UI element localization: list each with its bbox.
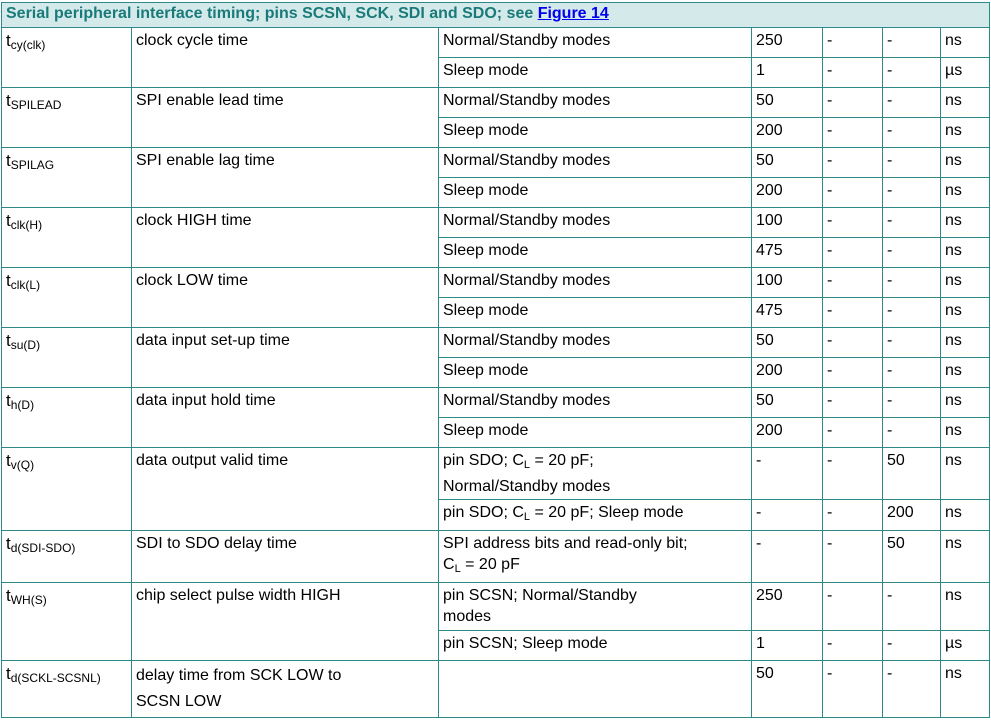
- param-condition: Normal/Standby modes: [439, 88, 752, 118]
- param-min: 100: [752, 208, 823, 238]
- param-condition: pin SCSN; Normal/Standby modes: [439, 583, 752, 631]
- param-symbol: $t_{cy(clk)}$: [2, 28, 132, 88]
- param-max: -: [883, 268, 941, 298]
- param-symbol: $t_{v(Q)}$: [2, 448, 132, 531]
- param-description: data input hold time: [132, 388, 439, 448]
- param-min: 50: [752, 88, 823, 118]
- param-max: 50: [883, 531, 941, 583]
- param-max: -: [883, 298, 941, 328]
- param-symbol: $t_{su(D)}$: [2, 328, 132, 388]
- param-min: 100: [752, 268, 823, 298]
- param-condition: pin SDO; $C_L = 20$ pF; Sleep mode: [439, 500, 752, 531]
- table-row: [2, 328, 990, 358]
- param-max: 50: [883, 448, 941, 500]
- table-row: [2, 531, 990, 583]
- param-unit: ns: [941, 208, 990, 238]
- param-unit: ns: [941, 118, 990, 148]
- param-description: chip select pulse width HIGH: [132, 583, 439, 661]
- param-description: clock cycle time: [132, 28, 439, 88]
- table-row: [2, 148, 990, 178]
- param-symbol: $t_{clk(L)}$: [2, 268, 132, 328]
- param-description: data input set-up time: [132, 328, 439, 388]
- param-max: -: [883, 583, 941, 631]
- param-max: -: [883, 328, 941, 358]
- param-condition: Sleep mode: [439, 418, 752, 448]
- param-symbol: $t_{d(SCKL-SCSNL)}$: [2, 661, 132, 718]
- param-unit: ns: [941, 418, 990, 448]
- param-max: -: [883, 388, 941, 418]
- param-condition: Normal/Standby modes: [439, 208, 752, 238]
- param-condition: Sleep mode: [439, 238, 752, 268]
- param-max: -: [883, 148, 941, 178]
- param-condition: Normal/Standby modes: [439, 148, 752, 178]
- param-max: -: [883, 88, 941, 118]
- param-typ: -: [823, 328, 883, 358]
- param-max: -: [883, 28, 941, 58]
- param-typ: -: [823, 298, 883, 328]
- param-max: -: [883, 631, 941, 661]
- param-condition: [439, 661, 752, 718]
- param-symbol: $t_{SPILAG}$: [2, 148, 132, 208]
- param-condition: Normal/Standby modes: [439, 328, 752, 358]
- param-max: -: [883, 661, 941, 718]
- param-description: SPI enable lead time: [132, 88, 439, 148]
- param-typ: -: [823, 631, 883, 661]
- param-unit: ns: [941, 178, 990, 208]
- table-row: [2, 208, 990, 238]
- param-description: clock LOW time: [132, 268, 439, 328]
- param-description: clock HIGH time: [132, 208, 439, 268]
- param-description: data output valid time: [132, 448, 439, 531]
- param-typ: -: [823, 178, 883, 208]
- param-unit: ns: [941, 148, 990, 178]
- param-condition: Sleep mode: [439, 118, 752, 148]
- spi-timing-table: [1, 2, 990, 718]
- param-typ: -: [823, 358, 883, 388]
- param-condition: Normal/Standby modes: [439, 388, 752, 418]
- param-typ: -: [823, 58, 883, 88]
- param-unit: ns: [941, 268, 990, 298]
- param-typ: -: [823, 148, 883, 178]
- param-min: 200: [752, 118, 823, 148]
- param-condition: Normal/Standby modes: [439, 28, 752, 58]
- table-row: [2, 268, 990, 298]
- param-condition: Sleep mode: [439, 298, 752, 328]
- param-min: 200: [752, 358, 823, 388]
- param-max: 200: [883, 500, 941, 531]
- param-typ: -: [823, 418, 883, 448]
- table-row: [2, 583, 990, 631]
- section-title: Serial peripheral interface timing; pins SCSN, SCK, SDI and SDO; see: [6, 5, 538, 22]
- param-unit: ns: [941, 358, 990, 388]
- param-unit: ns: [941, 388, 990, 418]
- param-typ: -: [823, 661, 883, 718]
- table-row: [2, 28, 990, 58]
- param-max: -: [883, 208, 941, 238]
- param-typ: -: [823, 268, 883, 298]
- param-max: -: [883, 358, 941, 388]
- param-max: -: [883, 58, 941, 88]
- param-symbol: $t_{h(D)}$: [2, 388, 132, 448]
- param-unit: ns: [941, 531, 990, 583]
- param-description: SPI enable lag time: [132, 148, 439, 208]
- param-typ: -: [823, 388, 883, 418]
- param-typ: -: [823, 238, 883, 268]
- param-min: 50: [752, 328, 823, 358]
- param-min: 50: [752, 661, 823, 718]
- param-min: -: [752, 500, 823, 531]
- param-min: 200: [752, 418, 823, 448]
- param-min: -: [752, 448, 823, 500]
- param-condition: Sleep mode: [439, 178, 752, 208]
- param-unit: ns: [941, 328, 990, 358]
- param-typ: -: [823, 88, 883, 118]
- param-typ: -: [823, 208, 883, 238]
- param-unit: ns: [941, 583, 990, 631]
- param-unit: ns: [941, 28, 990, 58]
- param-min: 250: [752, 583, 823, 631]
- param-max: -: [883, 238, 941, 268]
- figure-14-link[interactable]: Figure 14: [537, 5, 609, 22]
- param-symbol: $t_{SPILEAD}$: [2, 88, 132, 148]
- param-typ: -: [823, 583, 883, 631]
- param-symbol: $t_{clk(H)}$: [2, 208, 132, 268]
- param-symbol: $t_{d(SDI-SDO)}$: [2, 531, 132, 583]
- param-description: SDI to SDO delay time: [132, 531, 439, 583]
- param-typ: -: [823, 448, 883, 500]
- param-condition: Sleep mode: [439, 58, 752, 88]
- table-row: [2, 388, 990, 418]
- param-min: -: [752, 531, 823, 583]
- param-min: 200: [752, 178, 823, 208]
- param-min: 1: [752, 58, 823, 88]
- param-unit: ns: [941, 88, 990, 118]
- param-unit: ns: [941, 500, 990, 531]
- param-max: -: [883, 418, 941, 448]
- param-min: 475: [752, 298, 823, 328]
- param-unit: µs: [941, 631, 990, 661]
- param-unit: µs: [941, 58, 990, 88]
- param-typ: -: [823, 118, 883, 148]
- param-condition: pin SCSN; Sleep mode: [439, 631, 752, 661]
- param-unit: ns: [941, 298, 990, 328]
- param-min: 1: [752, 631, 823, 661]
- param-condition: pin SDO; $C_L = 20$ pF; Normal/Standby modes: [439, 448, 752, 500]
- param-typ: -: [823, 531, 883, 583]
- table-row: [2, 661, 990, 718]
- param-typ: -: [823, 500, 883, 531]
- param-min: 475: [752, 238, 823, 268]
- param-symbol: $t_{WH(S)}$: [2, 583, 132, 661]
- param-condition: SPI address bits and read-only bit; $C_L = 20$ pF: [439, 531, 752, 583]
- param-unit: ns: [941, 661, 990, 718]
- table-row: [2, 448, 990, 500]
- param-condition: Sleep mode: [439, 358, 752, 388]
- table-section-header: [2, 3, 990, 28]
- param-min: 250: [752, 28, 823, 58]
- param-min: 50: [752, 148, 823, 178]
- param-unit: ns: [941, 238, 990, 268]
- table-row: [2, 88, 990, 118]
- param-max: -: [883, 178, 941, 208]
- param-description: delay time from SCK LOW to SCSN LOW: [132, 661, 439, 718]
- param-typ: -: [823, 28, 883, 58]
- param-max: -: [883, 118, 941, 148]
- param-condition: Normal/Standby modes: [439, 268, 752, 298]
- param-min: 50: [752, 388, 823, 418]
- param-unit: ns: [941, 448, 990, 500]
